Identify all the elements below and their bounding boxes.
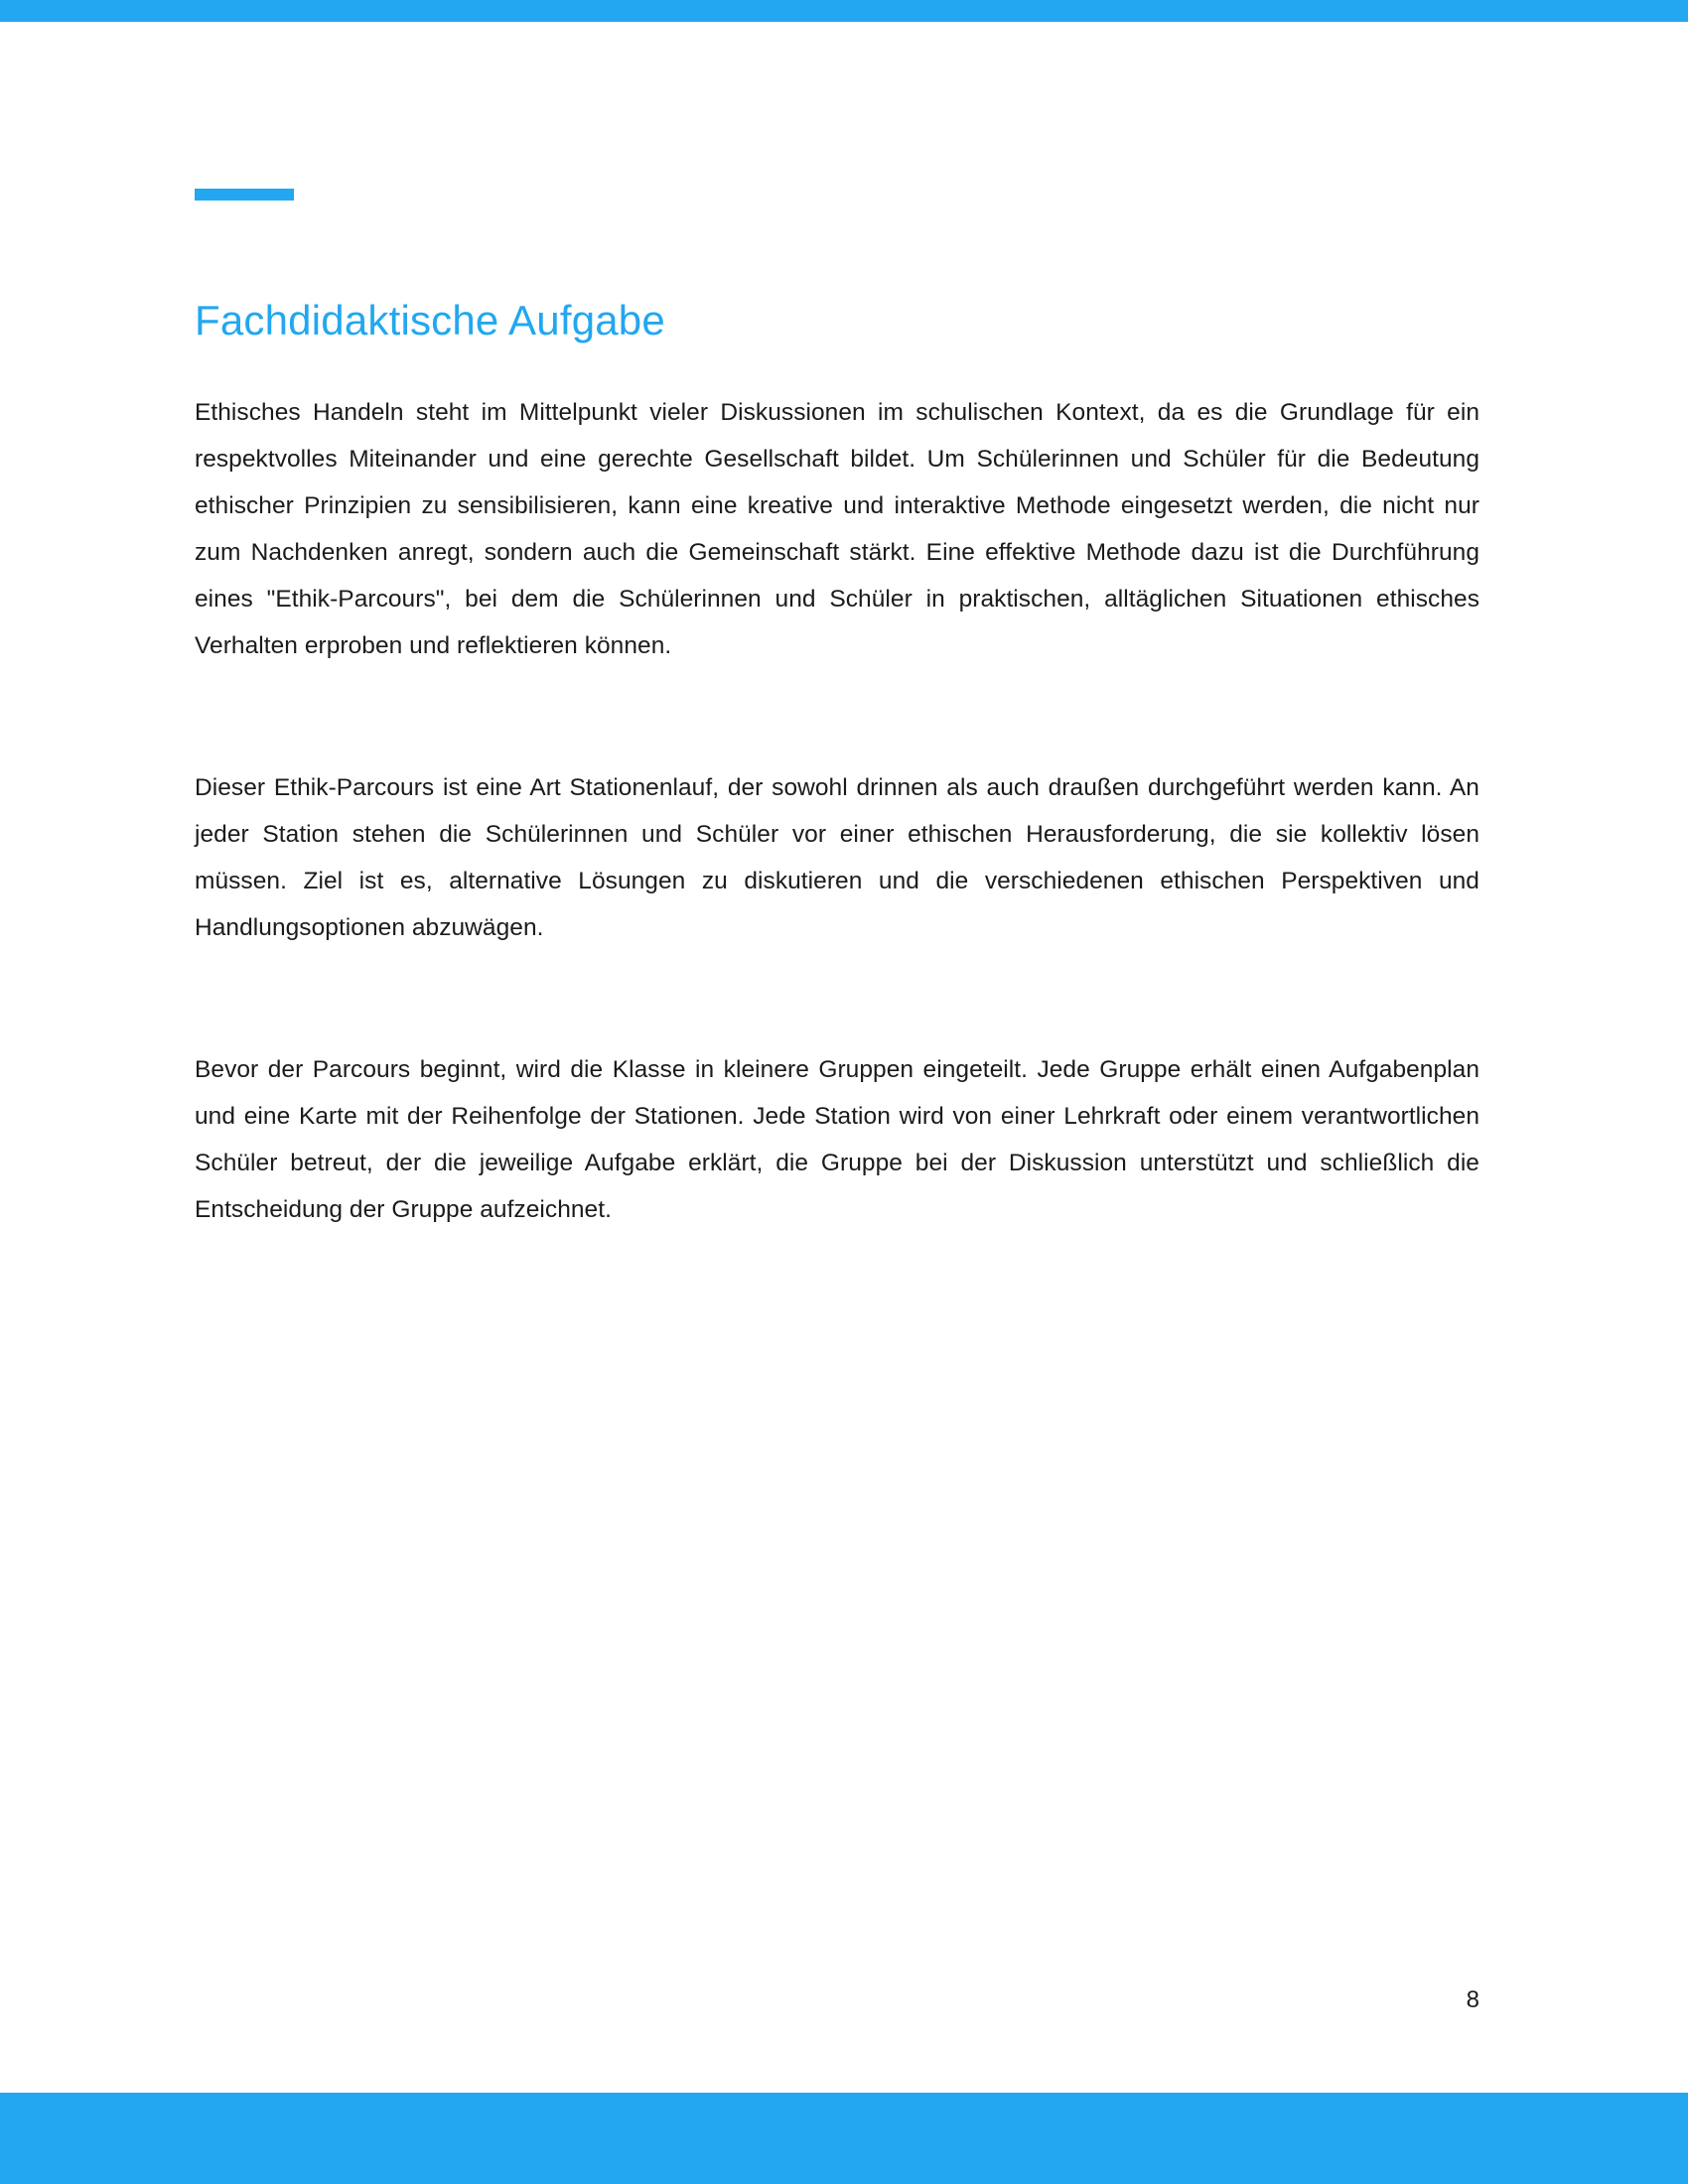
body-content xyxy=(195,389,1479,1233)
paragraph-organisation: Bevor der Parcours beginnt, wird die Klasse in kleinere Gruppen eingeteilt. Jede Gruppe erhält einen Aufgabenplan und eine Karte mit der Reihenfolge der Stationen. Jede Station wird von einer Lehrkraft oder einem verantwortlichen Schüler betreut, der die jeweilige Aufgabe erklärt, die Gruppe bei der Diskussion unterstützt und schließlich die Entscheidung der Gruppe aufzeichnet. xyxy=(195,1056,1479,1223)
paragraph-parcours-description: Dieser Ethik-Parcours ist eine Art Stationenlauf, der sowohl drinnen als auch draußen durchgeführt werden kann. An jeder Station stehen die Schülerinnen und Schüler vor einer ethischen Herausforderung, die sie kollektiv lösen müssen. Ziel ist es, alternative Lösungen zu diskutieren und die verschiedenen ethischen Perspektiven und Handlungsoptionen abzuwägen. xyxy=(195,774,1479,941)
top-accent-bar xyxy=(0,0,1688,22)
heading-accent-rule xyxy=(195,189,294,201)
paragraph-intro: Ethisches Handeln steht im Mittelpunkt vieler Diskussionen im schulischen Kontext, da es die Grundlage für ein respektvolles Miteinander und eine gerechte Gesellschaft bildet. Um Schülerinnen und Schüler für die Bedeutung ethischer Prinzipien zu sensibilisieren, kann eine kreative und interaktive Methode eingesetzt werden, die nicht nur zum Nachdenken anregt, sondern auch die Gemeinschaft stärkt. Eine effektive Methode dazu ist die Durchführung eines "Ethik-Parcours", bei dem die Schülerinnen und Schüler in praktischen, alltäglichen Situationen ethisches Verhalten erproben und reflektieren können. xyxy=(195,399,1479,659)
bottom-accent-bar xyxy=(0,2093,1688,2184)
page-title: Fachdidaktische Aufgabe xyxy=(195,297,665,343)
page-number: 8 xyxy=(1466,1986,1479,2013)
